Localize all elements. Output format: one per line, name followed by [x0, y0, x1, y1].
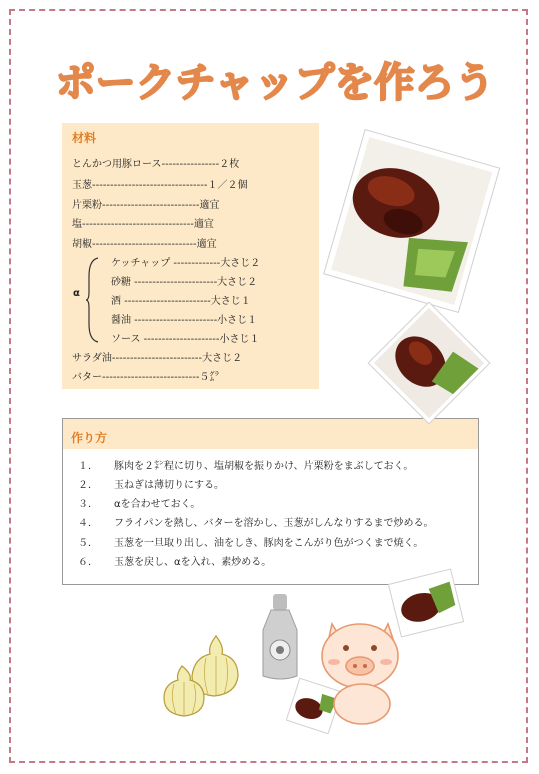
step-text: 玉葱を戻し、αを入れ、素炒める。 — [114, 557, 272, 568]
method-step — [78, 514, 434, 529]
ingredient-line: サラダ油‐‐‐‐‐‐‐‐‐‐‐‐‐‐‐‐‐‐‐‐‐‐‐‐‐大さじ２ — [72, 353, 243, 364]
step-text: 玉葱を一旦取り出し、油をしき、豚肉をこんがり色がつくまで焼く。 — [114, 538, 424, 549]
dish-photo-icon — [364, 298, 494, 428]
method-step — [78, 476, 224, 491]
method-step — [78, 495, 200, 510]
step-text: フライパンを熱し、バターを溶かし、玉葱がしんなりするまで炒める。 — [114, 518, 434, 529]
step-number: ５． — [78, 538, 98, 549]
step-text: 玉ねぎは薄切りにする。 — [114, 480, 224, 491]
dish-photo-icon — [322, 128, 502, 313]
ingredient-line: 片栗粉‐‐‐‐‐‐‐‐‐‐‐‐‐‐‐‐‐‐‐‐‐‐‐‐‐‐‐適宜 — [72, 200, 220, 211]
alpha-ingredient-line: 酒 ‐‐‐‐‐‐‐‐‐‐‐‐‐‐‐‐‐‐‐‐‐‐‐‐大さじ１ — [111, 296, 251, 307]
alpha-ingredient-line: 砂糖 ‐‐‐‐‐‐‐‐‐‐‐‐‐‐‐‐‐‐‐‐‐‐‐大さじ２ — [111, 277, 258, 288]
alpha-label: α — [73, 288, 80, 299]
pig-character-icon — [312, 610, 408, 728]
method-step — [78, 553, 271, 568]
step-number: ６． — [78, 557, 98, 568]
alpha-ingredient-line: 醤油 ‐‐‐‐‐‐‐‐‐‐‐‐‐‐‐‐‐‐‐‐‐‐‐小さじ１ — [111, 315, 258, 326]
ingredient-line: 塩‐‐‐‐‐‐‐‐‐‐‐‐‐‐‐‐‐‐‐‐‐‐‐‐‐‐‐‐‐‐‐適宜 — [72, 219, 214, 230]
brace-icon — [86, 256, 100, 344]
step-text: αを合わせておく。 — [114, 499, 201, 510]
ingredient-line: 玉葱‐‐‐‐‐‐‐‐‐‐‐‐‐‐‐‐‐‐‐‐‐‐‐‐‐‐‐‐‐‐‐‐１／２個 — [72, 180, 248, 191]
ingredient-line: 胡椒‐‐‐‐‐‐‐‐‐‐‐‐‐‐‐‐‐‐‐‐‐‐‐‐‐‐‐‐‐適宜 — [72, 239, 217, 250]
method-step — [78, 457, 413, 472]
page-title — [55, 52, 495, 112]
ingredient-line: とんかつ用豚ロース‐‐‐‐‐‐‐‐‐‐‐‐‐‐‐‐２枚 — [72, 159, 240, 170]
ingredients-heading: 材料 — [72, 131, 97, 145]
step-number: ３． — [78, 499, 98, 510]
title-text: ポークチャップを作ろう — [55, 60, 495, 106]
step-number: ４． — [78, 518, 98, 529]
method-heading: 作り方 — [71, 431, 108, 445]
alpha-ingredient-line: ソース ‐‐‐‐‐‐‐‐‐‐‐‐‐‐‐‐‐‐‐‐‐小さじ１ — [111, 334, 260, 345]
ketchup-bottle-icon — [255, 590, 307, 682]
step-text: 豚肉を２㌢程に切り、塩胡椒を振りかけ、片栗粉をまぶしておく。 — [114, 461, 414, 472]
step-number: １． — [78, 461, 98, 472]
alpha-ingredient-line: ケッチャップ ‐‐‐‐‐‐‐‐‐‐‐‐‐大さじ２ — [111, 258, 261, 269]
ingredient-line: バター‐‐‐‐‐‐‐‐‐‐‐‐‐‐‐‐‐‐‐‐‐‐‐‐‐‐‐５㌘ — [72, 372, 220, 383]
onion-icon — [158, 628, 248, 720]
step-number: ２． — [78, 480, 98, 491]
method-step — [78, 534, 423, 549]
